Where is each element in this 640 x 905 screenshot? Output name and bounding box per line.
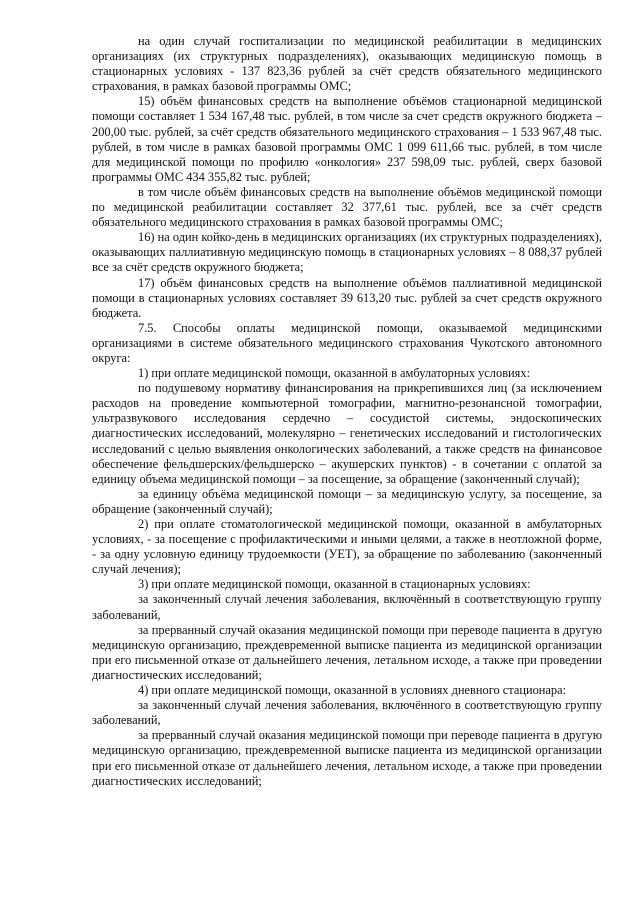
paragraph-9: за единицу объёма медицинской помощи – за медицинскую услугу, за посещение, за обращение (законченный случай);: [92, 486, 602, 516]
paragraph-7: 1) при оплате медицинской помощи, оказанной в амбулаторных условиях:: [138, 366, 531, 381]
paragraph-2: 15) объём финансовых средств на выполнение объёмов стационарной медицинской помощи составляет 1 534 167,48 тыс. рублей, в том числе за счет средств окружного бюджета – 200,00 тыс. рублей, за счёт средств обязательного медицинского страхования – 1 533 967,48 тыс. рублей, в том числе в рамках базовой программы ОМС 1 099 611,66 тыс. рублей, в том числе для медицинской помощи по профилю «онкология» 237 598,09 тыс. рублей, сверх базовой программы ОМС 434 355,82 тыс. рублей;: [92, 94, 602, 184]
paragraph-11: 3) при оплате медицинской помощи, оказанной в стационарных условиях:: [138, 577, 531, 592]
document-page: [92, 34, 602, 789]
paragraph-12: за законченный случай лечения заболевания, включённый в соответствующую группу заболеваний,: [92, 592, 602, 622]
paragraph-14: 4) при оплате медицинской помощи, оказанной в условиях дневного стационара:: [138, 683, 567, 698]
section-heading-7-5: 7.5. Способы оплаты медицинской помощи, оказываемой медицинскими организациями в системе обязательного медицинского страхования Чукотского автономного округа:: [92, 320, 602, 365]
paragraph-13: за прерванный случай оказания медицинской помощи при переводе пациента в другую медицинскую организацию, преждевременной выписке пациента из медицинской организации при его письменной отказе от дальнейшего лечения, летальном исходе, а также при проведении диагностических исследований;: [92, 622, 602, 682]
paragraph-1: на один случай госпитализации по медицинской реабилитации в медицинских организациях (их структурных подразделениях), оказывающих медицинскую помощь в стационарных условиях - 137 823,36 рублей за счёт средств обязательного медицинского страхования, в рамках базовой программы ОМС;: [92, 34, 602, 94]
paragraph-5: 17) объём финансовых средств на выполнение объёмов паллиативной медицинской помощи в стационарных условиях составляет 39 613,20 тыс. рублей за счет средств окружного бюджета.: [92, 275, 602, 320]
paragraph-16: за прерванный случай оказания медицинской помощи при переводе пациента в другую медицинскую организацию, преждевременной выписке пациента из медицинской организации при его письменной отказе от дальнейшего лечения, летальном исходе, а также при проведении диагностических исследований;: [92, 728, 602, 788]
paragraph-10: 2) при оплате стоматологической медицинской помощи, оказанной в амбулаторных условиях, - за посещение с профилактическими и иными целями, а также в неотложной форме, - за одну условную единицу трудоемкости (УЕТ), за обращение по заболеванию (законченный случай лечения);: [92, 517, 602, 577]
paragraph-8: по подушевому нормативу финансирования на прикрепившихся лиц (за исключением расходов на проведение компьютерной томографии, магнитно-резонансной томографии, ультразвукового исследования сердечно – сосудистой системы, эндоскопических диагностических исследований, молекулярно – генетических исследований и гистологических исследований с целью выявления онкологических заболеваний, а также средств на финансовое обеспечение фельдшерских/фельдшерско – акушерских пунктов) - в сочетании с оплатой за единицу объема медицинской помощи – за посещение, за обращение (законченный случай);: [92, 381, 602, 486]
paragraph-3: в том числе объём финансовых средств на выполнение объёмов медицинской помощи по медицинской реабилитации составляет 32 377,61 тыс. рублей, все за счёт средств обязательного медицинского страхования в рамках базовой программы ОМС;: [92, 184, 602, 230]
paragraph-4: 16) на один койко-день в медицинских организациях (их структурных подразделениях), оказывающих паллиативную медицинскую помощь в стационарных условиях – 8 088,37 рублей все за счёт средств окружного бюджета;: [92, 230, 602, 275]
paragraph-15: за законченный случай лечения заболевания, включённого в соответствующую группу заболеваний,: [92, 698, 602, 728]
